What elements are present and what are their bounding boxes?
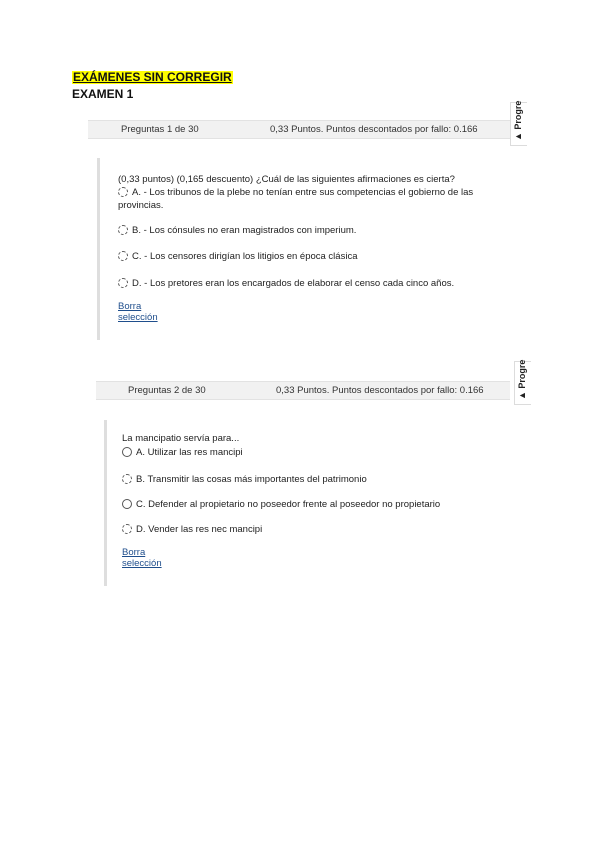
question-2-option-d-radio[interactable]	[122, 524, 132, 534]
question-1-header-bar	[88, 120, 514, 139]
question-1-prompt: (0,33 puntos) (0,165 descuento) ¿Cuál de las siguientes afirmaciones es cierta?	[118, 174, 455, 185]
question-1-option-a-label[interactable]: A. - Los tribunos de la plebe no tenían entre sus competencias el gobierno de las provincias.	[118, 187, 474, 211]
question-2-prompt: La mancipatio servía para...	[122, 433, 240, 444]
question-1-counter: Preguntas 1 de 30	[121, 124, 199, 135]
question-2-option-c-label[interactable]: C. Defender al propietario no poseedor frente al poseedor no propietario	[136, 499, 441, 510]
question-1-clear-selection-link[interactable]: Borra selección	[118, 301, 158, 323]
question-2-option-a-radio[interactable]	[122, 447, 132, 457]
question-2-counter: Preguntas 2 de 30	[128, 385, 206, 396]
progress-tab[interactable]	[510, 102, 527, 146]
progress-tab-2-label: ▲ Progre	[517, 359, 527, 400]
question-1-option-d-radio[interactable]	[118, 278, 128, 288]
exam-subtitle: EXAMEN 1	[72, 87, 134, 101]
question-2-header-bar	[96, 381, 510, 400]
progress-tab-label: ▲ Progre	[513, 100, 523, 141]
question-2-option-d-label[interactable]: D. Vender las res nec mancipi	[136, 524, 263, 535]
question-1-option-d-label[interactable]: D. - Los pretores eran los encargados de elaborar el censo cada cinco años.	[132, 278, 455, 289]
question-1-points: 0,33 Puntos. Puntos descontados por fallo: 0.166	[270, 124, 478, 135]
question-2-option-a-label[interactable]: A. Utilizar las res mancipi	[136, 447, 243, 458]
question-2-clear-selection-link[interactable]: Borra selección	[122, 547, 162, 569]
document-title: EXÁMENES SIN CORREGIR	[73, 70, 232, 84]
question-2-option-c-radio[interactable]	[122, 499, 132, 509]
question-1-option-b-label[interactable]: B. - Los cónsules no eran magistrados con imperium.	[132, 225, 357, 236]
question-2-option-b-label[interactable]: B. Transmitir las cosas más importantes del patrimonio	[136, 474, 367, 485]
question-1-option-c-label[interactable]: C. - Los censores dirigían los litigios en época clásica	[132, 251, 358, 262]
question-2-card	[104, 420, 441, 586]
question-1-option-c-radio[interactable]	[118, 251, 128, 261]
question-2-points: 0,33 Puntos. Puntos descontados por fallo: 0.166	[276, 385, 484, 396]
question-1-card	[97, 158, 474, 340]
question-2-option-b-radio[interactable]	[122, 474, 132, 484]
progress-tab-2[interactable]	[514, 361, 531, 405]
question-1-option-b-radio[interactable]	[118, 225, 128, 235]
